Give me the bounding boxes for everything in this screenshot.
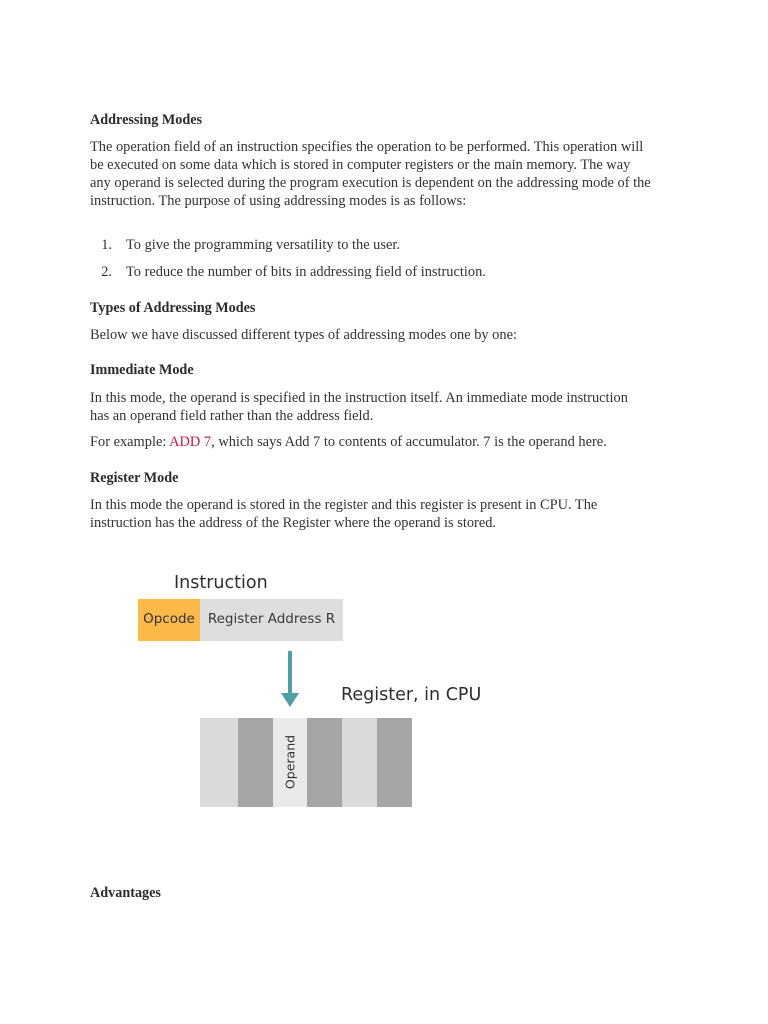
register-cell xyxy=(238,718,273,807)
paragraph-line: instruction has the address of the Register where the operand is stored. xyxy=(90,515,497,531)
paragraph-line: any operand is selected during the program execution is dependent on the addressing mode of the xyxy=(90,175,651,191)
paragraph-immediate-mode xyxy=(90,389,628,425)
paragraph-line: In this mode the operand is stored in the register and this register is present in CPU. The xyxy=(90,497,598,513)
example-line xyxy=(90,433,607,451)
paragraph-addressing-modes xyxy=(90,138,651,210)
paragraph-register-mode xyxy=(90,496,597,532)
paragraph-line: has an operand field rather than the address field. xyxy=(90,408,374,424)
list-number: 2. xyxy=(101,264,112,280)
example-code: ADD 7 xyxy=(169,434,212,450)
paragraph-line: instruction. The purpose of using addressing modes is as follows: xyxy=(90,193,467,209)
list-number: 1. xyxy=(101,237,112,253)
paragraph-types: Below we have discussed different types of addressing modes one by one: xyxy=(90,327,517,343)
list-text: To give the programming versatility to the user. xyxy=(126,237,400,253)
example-suffix: , which says Add 7 to contents of accumulator. 7 is the operand here. xyxy=(211,434,607,450)
heading-addressing-modes: Addressing Modes xyxy=(90,112,203,128)
heading-types-of-addressing-modes: Types of Addressing Modes xyxy=(90,300,256,316)
opcode-field xyxy=(138,599,200,641)
paragraph-line: be executed on some data which is stored in computer registers or the main memory. The way xyxy=(90,157,631,173)
paragraph-line: In this mode, the operand is specified in the instruction itself. An immediate mode instruction xyxy=(90,390,628,406)
heading-register-mode: Register Mode xyxy=(90,470,179,486)
register-cell xyxy=(377,718,412,807)
down-arrow-icon xyxy=(278,649,302,711)
instruction-label: Instruction xyxy=(174,573,268,593)
register-address-label: Register Address R xyxy=(207,611,336,627)
opcode-label: Opcode xyxy=(143,611,195,627)
heading-immediate-mode: Immediate Mode xyxy=(90,362,194,378)
operand-label: Operand xyxy=(282,734,298,790)
register-address-field xyxy=(200,599,343,641)
heading-advantages: Advantages xyxy=(90,885,161,901)
register-cell xyxy=(200,718,238,807)
register-cpu-label: Register, in CPU xyxy=(341,685,482,705)
list-text: To reduce the number of bits in addressing field of instruction. xyxy=(126,264,486,280)
paragraph-line: The operation field of an instruction specifies the operation to be performed. This operation will xyxy=(90,139,644,155)
operand-cell xyxy=(273,718,307,807)
example-prefix: For example: xyxy=(90,434,170,450)
register-cell xyxy=(307,718,342,807)
register-cell xyxy=(342,718,377,807)
